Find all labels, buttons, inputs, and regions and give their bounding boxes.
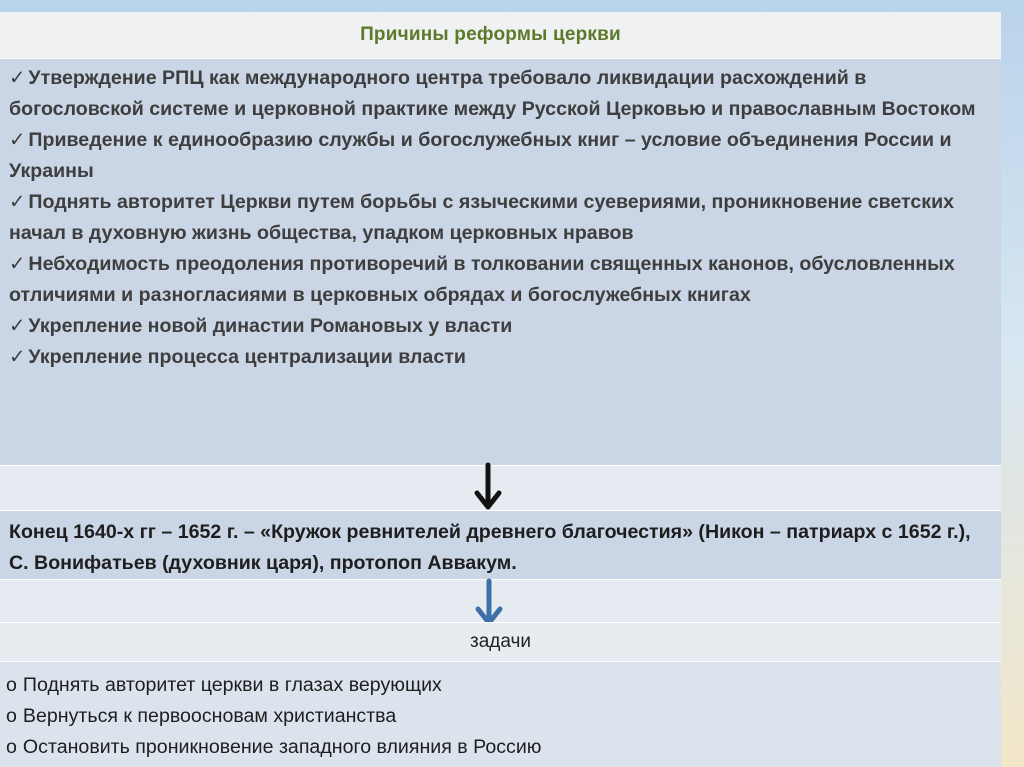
circle-bullet-icon: o <box>6 674 17 696</box>
checkmark-icon: ✓ <box>9 129 26 151</box>
checkmark-icon: ✓ <box>9 67 26 89</box>
reason-text: Утверждение РПЦ как международного центра требовало ликвидации расхождений в богословской системе и церковной практике между Русской Церковью и православным Востоком <box>9 67 976 120</box>
task-item <box>6 670 991 701</box>
checkmark-icon: ✓ <box>9 346 26 368</box>
checkmark-icon: ✓ <box>9 191 26 213</box>
task-text: Остановить проникновение западного влияния в Россию <box>22 736 542 758</box>
tasks-list <box>0 662 1001 767</box>
tasks-heading <box>0 622 1001 662</box>
circle-bullet-icon: o <box>6 736 17 758</box>
circle-description: Конец 1640-х гг – 1652 г. – «Кружок ревнителей древнего благочестия» (Никон – патриарх с 1652 г.), С. Вонифатьев (духовник царя), протопоп Аввакум. <box>0 510 1001 580</box>
reason-item <box>9 63 991 125</box>
title-row <box>0 12 1001 58</box>
arrow-down-icon <box>474 578 504 628</box>
task-item <box>6 701 991 732</box>
reason-text: Приведение к единообразию службы и богослужебных книг – условие объединения России и Украины <box>9 129 952 182</box>
task-text: Вернуться к первоосновам христианства <box>22 705 397 727</box>
tasks-heading-text: задачи <box>469 631 532 652</box>
checkmark-icon: ✓ <box>9 315 26 337</box>
reasons-list <box>0 58 1001 466</box>
reason-item <box>9 187 991 249</box>
reason-item <box>9 249 991 311</box>
arrow-down-icon <box>473 462 503 512</box>
reason-item <box>9 125 991 187</box>
reason-item <box>9 311 991 342</box>
reason-text: Укрепление новой династии Романовых у власти <box>28 315 513 337</box>
task-item <box>6 732 991 763</box>
circle-bullet-icon: o <box>6 705 17 727</box>
reason-text: Небходимость преодоления противоречий в толковании священных канонов, обусловленных отличиями и разногласиями в церковных обрядах и богослужебных книгах <box>9 253 955 306</box>
reason-text: Поднять авторитет Церкви путем борьбы с языческими суевериями, проникновение светских начал в духовную жизнь общества, упадком церковных нравов <box>9 191 955 244</box>
reason-text: Укрепление процесса централизации власти <box>28 346 466 368</box>
task-text: Поднять авторитет церкви в глазах верующих <box>22 674 442 696</box>
checkmark-icon: ✓ <box>9 253 26 275</box>
reason-item <box>9 342 991 373</box>
page-title: Причины реформы церкви <box>360 24 621 45</box>
